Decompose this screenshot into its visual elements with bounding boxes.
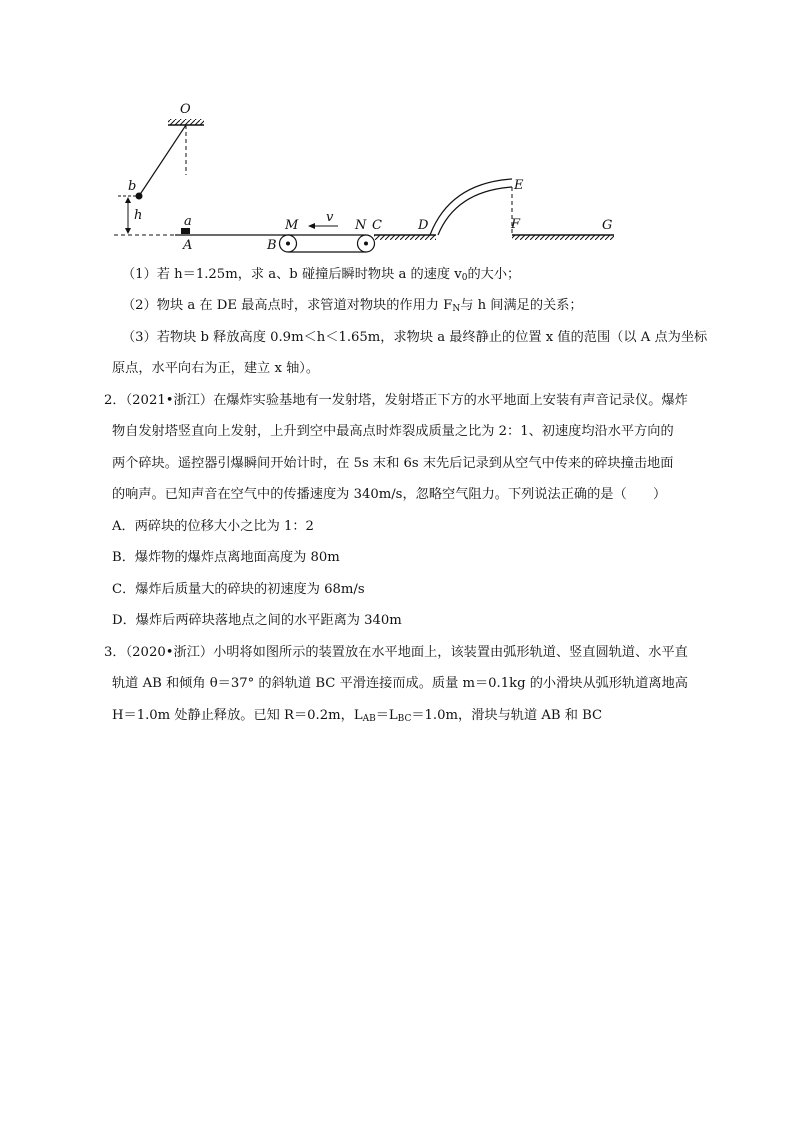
q2-line2: 物自发射塔竖直向上发射，上升到空中最高点时炸裂成质量之比为 2：1、初速度均沿水平方向的 <box>112 424 674 439</box>
conveyor-belt <box>280 235 375 252</box>
q1-sub3-line2: 原点，水平向右为正，建立 x 轴）。 <box>112 361 320 376</box>
label-E: E <box>514 178 524 193</box>
q2-option-b: B．爆炸物的爆炸点离地面高度为 80m <box>112 550 340 565</box>
label-b: b <box>128 179 137 194</box>
q2-option-c: C．爆炸后质量大的碎块的初速度为 68m/s <box>112 582 365 597</box>
q3-line2: 轨道 AB 和倾角 θ＝37° 的斜轨道 BC 平滑连接而成。质量 m＝0.1kg 的小滑块从弧形轨道离地高 <box>112 676 688 691</box>
label-A: A <box>183 238 193 253</box>
ball-b <box>136 193 143 200</box>
q1-sub2: （2）物块 a 在 DE 最高点时，求管道对物块的作用力 $F_N$与 h 间满足的关系； <box>122 298 583 314</box>
q1-sub1: （1）若 h＝1.25m，求 a、b 碰撞后瞬时物块 a 的速度 $v_0$的大小； <box>122 267 521 283</box>
q2-line4: 的响声。已知声音在空气中的传播速度为 340m/s，忽略空气阻力。下列说法正确的是（ ） <box>112 487 667 502</box>
track-diagram <box>100 95 630 255</box>
q3-line3: H＝1.0m 处静止释放。已知 R＝0.2m，$L_{AB}=L_{BC}=1.0m$，滑块与轨道 AB 和 BC <box>112 708 603 724</box>
label-F: F <box>511 217 521 232</box>
ceiling-support <box>168 119 204 125</box>
label-D: D <box>418 218 429 233</box>
q1-sub3-line1: （3）若物块 b 释放高度 0.9m＜h＜1.65m，求物块 a 最终静止的位置 x 值的范围（以 A 点为坐标 <box>122 330 708 345</box>
label-O: O <box>180 102 191 117</box>
pendulum-string <box>139 125 186 196</box>
label-C: C <box>372 218 382 233</box>
curved-pipe-DE <box>430 179 512 235</box>
label-B: B <box>267 238 277 253</box>
label-a: a <box>184 214 192 229</box>
label-h: h <box>134 208 143 223</box>
label-N: N <box>355 218 367 233</box>
q2-option-d: D．爆炸后两碎块落地点之间的水平距离为 340m <box>112 613 402 628</box>
label-M: M <box>285 218 299 233</box>
label-v: v <box>326 210 334 225</box>
q2-line1: 2．（2021•浙江）在爆炸实验基地有一发射塔，发射塔正下方的水平地面上安装有声音记录仪。爆炸 <box>104 393 688 408</box>
q3-line1: 3．（2020•浙江）小明将如图所示的装置放在水平地面上，该装置由弧形轨道、竖直圆轨道、水平直 <box>104 645 688 660</box>
q2-option-a: A．两碎块的位移大小之比为 1：2 <box>112 519 314 534</box>
label-G: G <box>602 218 613 233</box>
physics-figure <box>100 95 630 255</box>
q2-line3: 两个碎块。遥控器引爆瞬间开始计时，在 5s 末和 6s 末先后记录到从空气中传来的碎块撞击地面 <box>112 456 674 471</box>
